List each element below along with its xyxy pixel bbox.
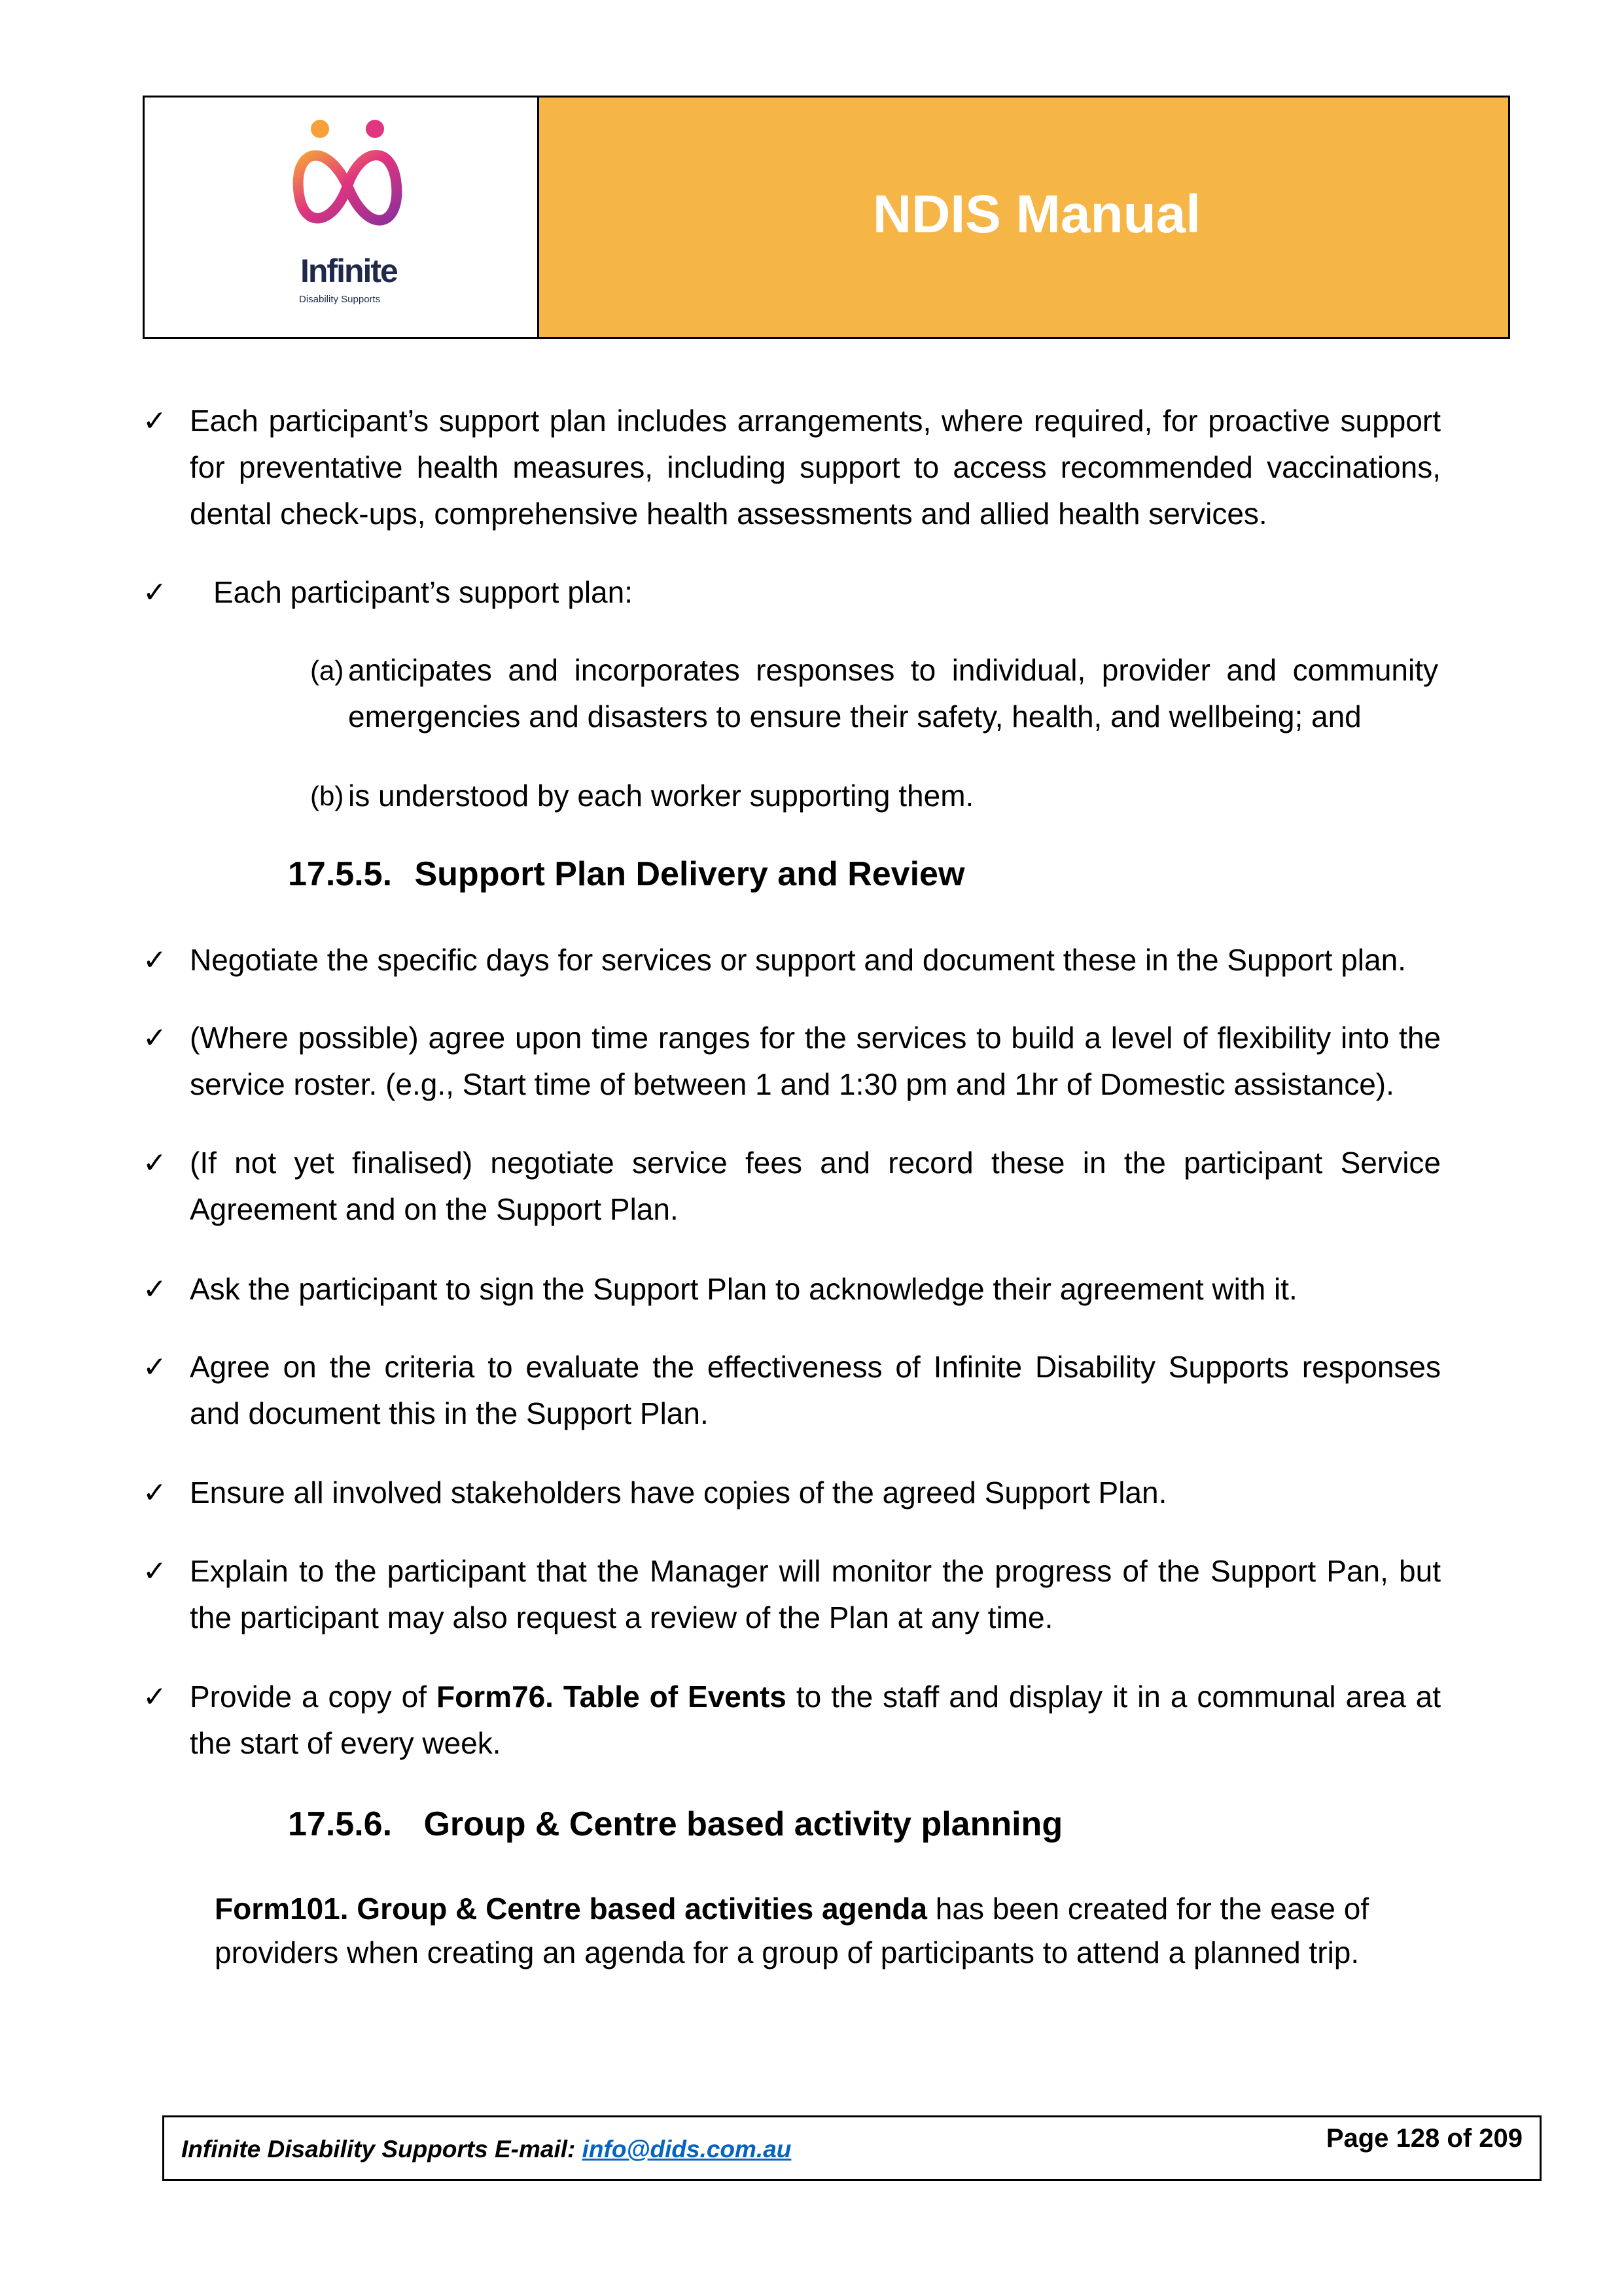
page-footer <box>162 2115 1542 2181</box>
checkmark-icon: ✓ <box>143 1273 167 1305</box>
checkmark-icon: ✓ <box>143 1147 167 1179</box>
form-reference: Form101. Group & Centre based activities agenda <box>215 1892 927 1926</box>
section-title: Support Plan Delivery and Review <box>414 855 965 893</box>
checkmark-icon: ✓ <box>143 1351 167 1383</box>
list-item-text <box>190 1674 1441 1767</box>
logo-cell <box>145 97 539 337</box>
checkmark-icon: ✓ <box>143 944 167 976</box>
section-number: 17.5.5. <box>288 855 393 893</box>
title-cell <box>539 97 1508 337</box>
footer-label: Infinite Disability Supports E-mail: <box>181 2136 582 2163</box>
page-header <box>143 96 1510 339</box>
footer-contact <box>181 2136 791 2163</box>
section-title: Group & Centre based activity planning <box>423 1805 1063 1843</box>
section-number: 17.5.6. <box>288 1805 393 1843</box>
checkmark-icon: ✓ <box>143 1022 167 1054</box>
document-title: NDIS Manual <box>872 185 1201 244</box>
text-run: to the staff and display it in a communal area at the start of every week. <box>190 1680 1441 1760</box>
list-item-text: Negotiate the specific days for services or support and document these in the Support plan. <box>190 943 1406 977</box>
sub-item-text: is understood by each worker supporting them. <box>348 779 974 813</box>
list-item-text: (If not yet finalised) negotiate service fees and record these in the participant Service Agreement and on the Support Plan. <box>190 1146 1441 1226</box>
email-link[interactable]: info@dids.com.au <box>582 2136 792 2163</box>
list-item-text: Each participant’s support plan includes arrangements, where required, for proactive support for preventative health measures, including support to access recommended vaccinations, dental check-ups, comprehensive health assessments and allied health services. <box>190 404 1441 531</box>
list-item-text: (Where possible) agree upon time ranges for the services to build a level of flexibility into the service roster. (e.g., Start time of between 1 and 1:30 pm and 1hr of Domestic assistance). <box>190 1021 1441 1101</box>
list-item-text: Ensure all involved stakeholders have copies of the agreed Support Plan. <box>190 1475 1167 1510</box>
checkmark-icon: ✓ <box>143 1681 167 1713</box>
list-item-text: Explain to the participant that the Manager will monitor the progress of the Support Pan, but the participant may also request a review of the Plan at any time. <box>190 1554 1441 1634</box>
text-run: Provide a copy of <box>190 1680 436 1714</box>
list-item-text: Agree on the criteria to evaluate the effectiveness of Infinite Disability Supports responses and document this in the Support Plan. <box>190 1350 1441 1430</box>
checkmark-icon: ✓ <box>143 576 167 609</box>
checkmark-icon: ✓ <box>143 1555 167 1587</box>
page-number: Page 128 of 209 <box>1326 2124 1523 2153</box>
form-reference: Form76. Table of Events <box>436 1680 786 1714</box>
list-item-text: Ask the participant to sign the Support Plan to acknowledge their agreement with it. <box>190 1272 1297 1306</box>
sub-item-text: anticipates and incorporates responses to individual, provider and community emergencies and disasters to ensure their safety, health, and wellbeing; and <box>348 653 1438 733</box>
checkmark-icon: ✓ <box>143 405 167 437</box>
checkmark-icon: ✓ <box>143 1477 167 1509</box>
logo-subtitle: Disability Supports <box>299 294 381 305</box>
infinite-logo-icon <box>282 117 413 255</box>
section-heading-17-5-5 <box>288 855 964 894</box>
text-run: has been created for the ease of providers when creating an agenda for a group of participants to attend a planned trip. <box>215 1892 1369 1969</box>
section-heading-17-5-6 <box>288 1805 1063 1844</box>
form101-paragraph <box>215 1887 1438 1975</box>
logo-wordmark: Infinite <box>300 253 397 289</box>
list-item-text: Each participant’s support plan: <box>213 575 633 609</box>
sub-item-marker: (b) <box>310 781 344 811</box>
sub-item-marker: (a) <box>310 655 344 686</box>
